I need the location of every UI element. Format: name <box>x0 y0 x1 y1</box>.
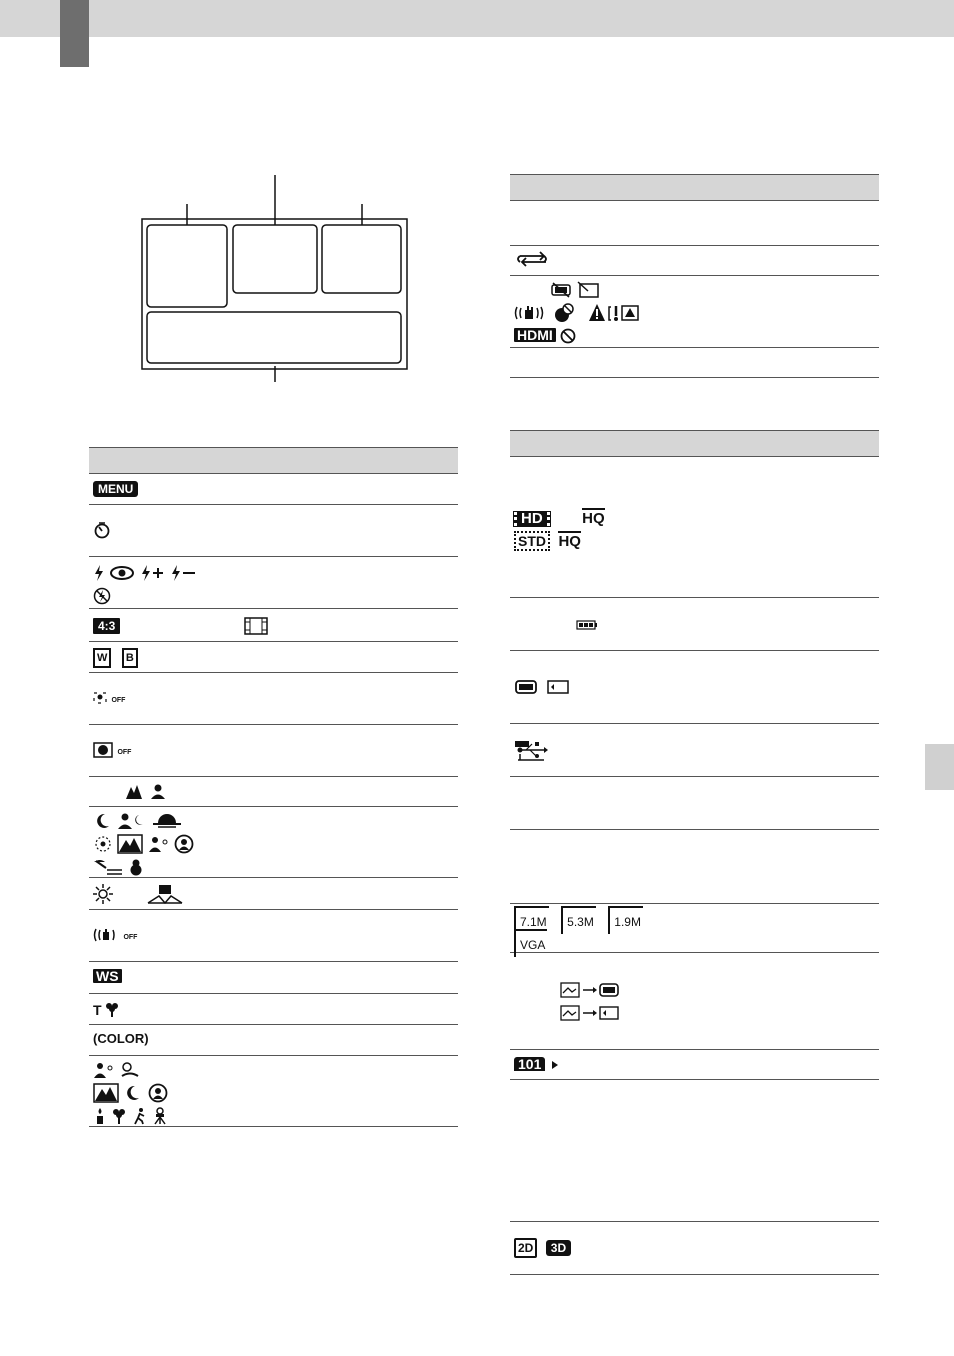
table-row <box>89 962 458 994</box>
table-row <box>510 457 879 598</box>
table-row <box>510 1050 879 1080</box>
svg-text:T: T <box>93 1002 102 1018</box>
table-row <box>89 474 458 505</box>
face-off-label: OFF <box>111 697 126 704</box>
fireworks-icon <box>93 835 113 853</box>
night-portrait-icon <box>117 812 147 830</box>
night-scene-icon <box>93 812 113 830</box>
index-tab <box>925 744 954 790</box>
chapter-tab <box>60 0 89 67</box>
photo-to-memory-icon <box>560 981 622 999</box>
right-bottom-indicator-table <box>510 430 879 1275</box>
right-top-indicator-table <box>510 174 879 378</box>
repeat-icon <box>514 250 552 268</box>
menu-icon[interactable]: MENU <box>93 481 138 497</box>
table-row <box>89 642 458 673</box>
flash-minus-icon <box>170 564 198 582</box>
red-eye-icon <box>109 564 135 582</box>
table-row <box>510 724 879 777</box>
table-row <box>89 505 458 557</box>
hd-hq-label: HQ <box>582 510 605 527</box>
card-warning-icon <box>576 281 600 299</box>
wide-select-icon: WS <box>93 969 122 983</box>
backlight-icon: B <box>122 648 138 668</box>
2d-mode-icon: 2D <box>514 1238 537 1258</box>
table-row <box>510 1080 879 1222</box>
beach-icon <box>93 858 123 876</box>
table-row <box>510 830 879 904</box>
smile-off-label: OFF <box>117 749 132 756</box>
play-arrow-icon <box>550 1060 560 1070</box>
image-size-7m-icon: 7.1M <box>514 906 549 934</box>
sunset-icon <box>152 812 182 830</box>
table-row <box>89 609 458 642</box>
portrait-icon <box>93 1061 115 1079</box>
image-size-2m-icon: 1.9M <box>608 906 643 934</box>
folder-icon: 101 <box>514 1057 545 1071</box>
macro-icon <box>111 1107 127 1125</box>
face-detection-icon <box>93 692 107 704</box>
candle-icon <box>93 1107 107 1125</box>
landscape-icon <box>117 834 143 854</box>
overheat-warning-icon <box>589 303 641 323</box>
left-indicator-table <box>89 447 458 1127</box>
image-size-vga-icon: VGA <box>514 929 547 957</box>
battery-icon <box>576 619 598 631</box>
table-header <box>510 430 879 457</box>
film-icon <box>243 616 269 636</box>
color-slow-shutter-icon: (COLOR) <box>93 1031 149 1046</box>
smile-shutter-icon <box>93 742 113 758</box>
photo-to-card-icon <box>560 1004 622 1022</box>
header-bar <box>0 0 954 37</box>
sensor-warning-icon <box>552 303 576 323</box>
table-row <box>89 807 458 878</box>
flash-off-icon <box>93 587 111 605</box>
white-balance-icon: W <box>93 648 111 668</box>
screen-layout-diagram <box>130 170 420 385</box>
table-row <box>89 994 458 1025</box>
aspect-ratio-icon: 4:3 <box>93 618 120 634</box>
table-row <box>510 904 879 953</box>
table-header <box>510 174 879 201</box>
spotlight-icon <box>148 1083 168 1103</box>
landscape-focus-icon <box>125 782 143 800</box>
snow-icon <box>127 858 145 876</box>
table-row <box>89 725 458 777</box>
sports-icon <box>132 1107 148 1125</box>
steadyshot-off-label: OFF <box>123 934 138 941</box>
baby-icon <box>119 1061 141 1079</box>
3d-mode-icon: 3D <box>546 1240 571 1256</box>
std-hq-label: HQ <box>558 533 581 550</box>
std-quality-icon: STD <box>514 531 550 551</box>
portrait-focus-icon <box>149 782 167 800</box>
table-row <box>510 953 879 1050</box>
table-row <box>510 246 879 276</box>
spotlight-icon <box>174 834 194 854</box>
table-row <box>510 348 879 378</box>
table-row <box>510 777 879 830</box>
tele-macro-icon <box>93 1000 121 1018</box>
flash-plus-icon <box>140 564 166 582</box>
steadyshot-icon <box>93 927 119 943</box>
prohibited-icon <box>560 328 576 344</box>
table-row <box>89 1056 458 1127</box>
table-row <box>89 673 458 725</box>
night-scene-icon <box>123 1084 143 1102</box>
memory-card-icon <box>546 679 570 695</box>
hd-quality-icon: HD <box>514 512 550 526</box>
internal-memory-icon <box>514 679 538 695</box>
portrait-icon <box>148 835 170 853</box>
image-size-5m-icon: 5.3M <box>561 906 596 934</box>
landscape-icon <box>93 1083 119 1103</box>
usb-connection-icon <box>514 740 548 762</box>
brightness-icon <box>93 884 113 904</box>
hdmi-icon: HDMI <box>514 328 556 342</box>
table-header <box>89 447 458 474</box>
tripod-icon <box>152 1107 168 1125</box>
table-row <box>89 910 458 962</box>
flash-icon <box>93 564 105 582</box>
self-timer-icon <box>93 521 111 539</box>
table-row <box>510 651 879 724</box>
camera-shake-warning-icon <box>514 304 548 322</box>
table-row <box>510 201 879 246</box>
table-row <box>510 1222 879 1275</box>
table-row <box>89 878 458 910</box>
spot-meter-icon <box>147 884 183 904</box>
table-row <box>510 598 879 651</box>
table-row <box>89 1025 458 1056</box>
table-row <box>89 777 458 807</box>
table-row <box>89 557 458 609</box>
memory-warning-icon <box>550 281 572 299</box>
table-row <box>510 276 879 348</box>
